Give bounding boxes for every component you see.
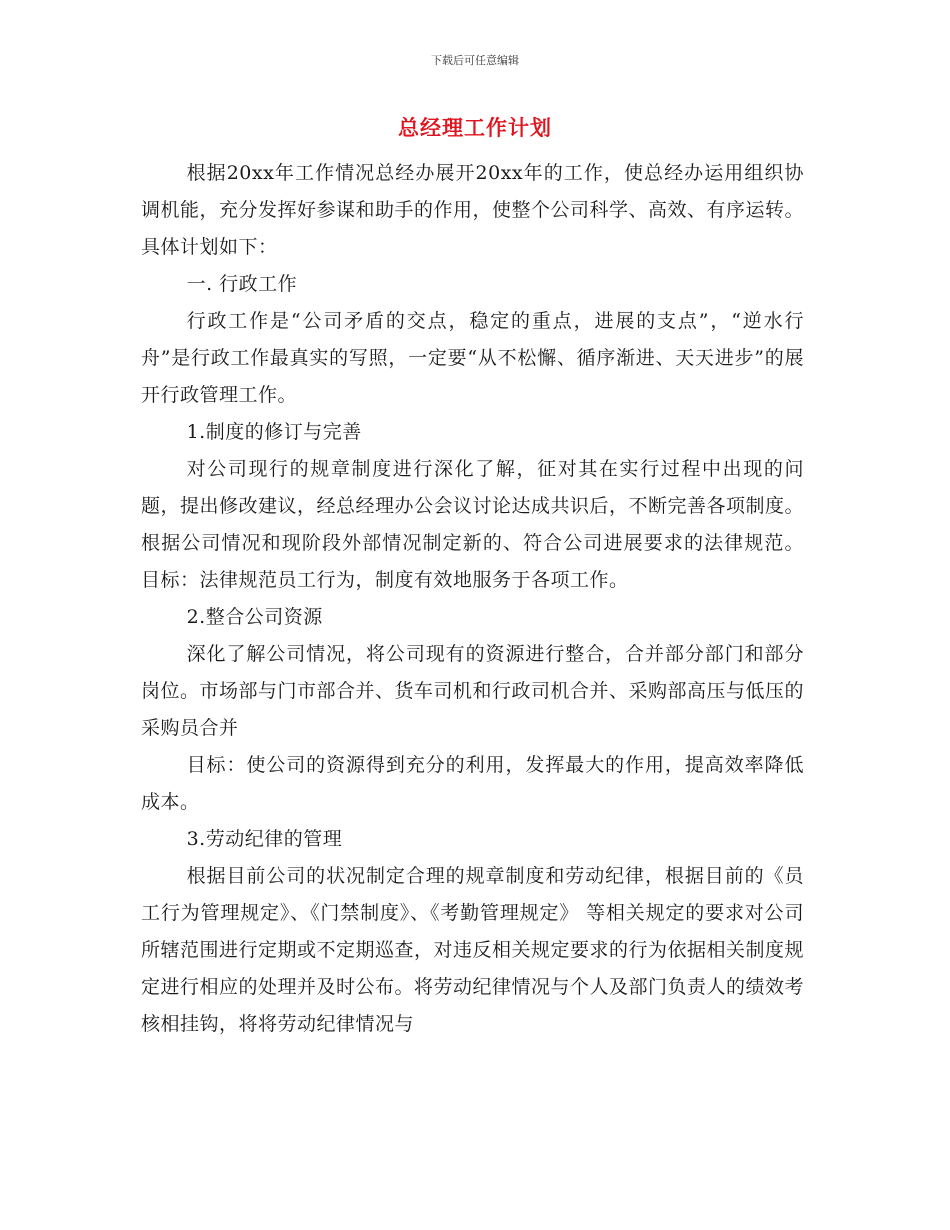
subheading-rules: 1.制度的修订与完善 (186, 421, 362, 443)
header-note: 下载后可任意编辑 (431, 54, 519, 67)
subheading-discipline: 3.劳动纪律的管理 (186, 828, 343, 850)
paragraph-admin: 行政工作是“公司矛盾的交点，稳定的重点，进展的支点”，“逆水行舟”是行政工作最真实的写照，一定要“从不松懈、循序渐进、天天进步”的展开行政管理工作。 (141, 310, 804, 406)
paragraph-rules: 对公司现行的规章制度进行深化了解，征对其在实行过程中出现的问题，提出修改建议，经总经理办公会议讨论达成共识后，不断完善各项制度。根据公司情况和现阶段外部情况制定新的、符合公司进展要求的法律规范。 目标：法律规范员工行为，制度有效地服务于各项工作。 (141, 458, 805, 591)
section-heading-admin: 一. 行政工作 (186, 273, 298, 295)
paragraph-discipline: 根据目前公司的状况制定合理的规章制度和劳动纪律，根据目前的《员工行为管理规定》、《门禁制度》、《考勤管理规定》 等相关规定的要求对公司所辖范围进行定期或不定期巡查，对违反相关规定要求的行为依据相关制度规定进行相应的处理并及时公布。将劳动纪律情况与个人及部门负责人的绩效考核相挂钩，将将劳动纪律情况与 (141, 865, 805, 1035)
paragraph-intro: 根据20xx年工作情况总经办展开20xx年的工作，使总经办运用组织协调机能，充分发挥好参谋和助手的作用，使整个公司科学、高效、有序运转。具体计划如下： (141, 162, 805, 258)
document-title: 总经理工作计划 (398, 116, 552, 140)
subheading-resources: 2.整合公司资源 (186, 606, 323, 628)
document-body (141, 155, 804, 1043)
paragraph-resources-goal: 目标：使公司的资源得到充分的利用，发挥最大的作用，提高效率降低成本。 (141, 754, 804, 813)
paragraph-resources: 深化了解公司情况，将公司现有的资源进行整合，合并部分部门和部分岗位。市场部与门市部合并、货车司机和行政司机合并、采购部高压与低压的采购员合并 (141, 643, 805, 739)
